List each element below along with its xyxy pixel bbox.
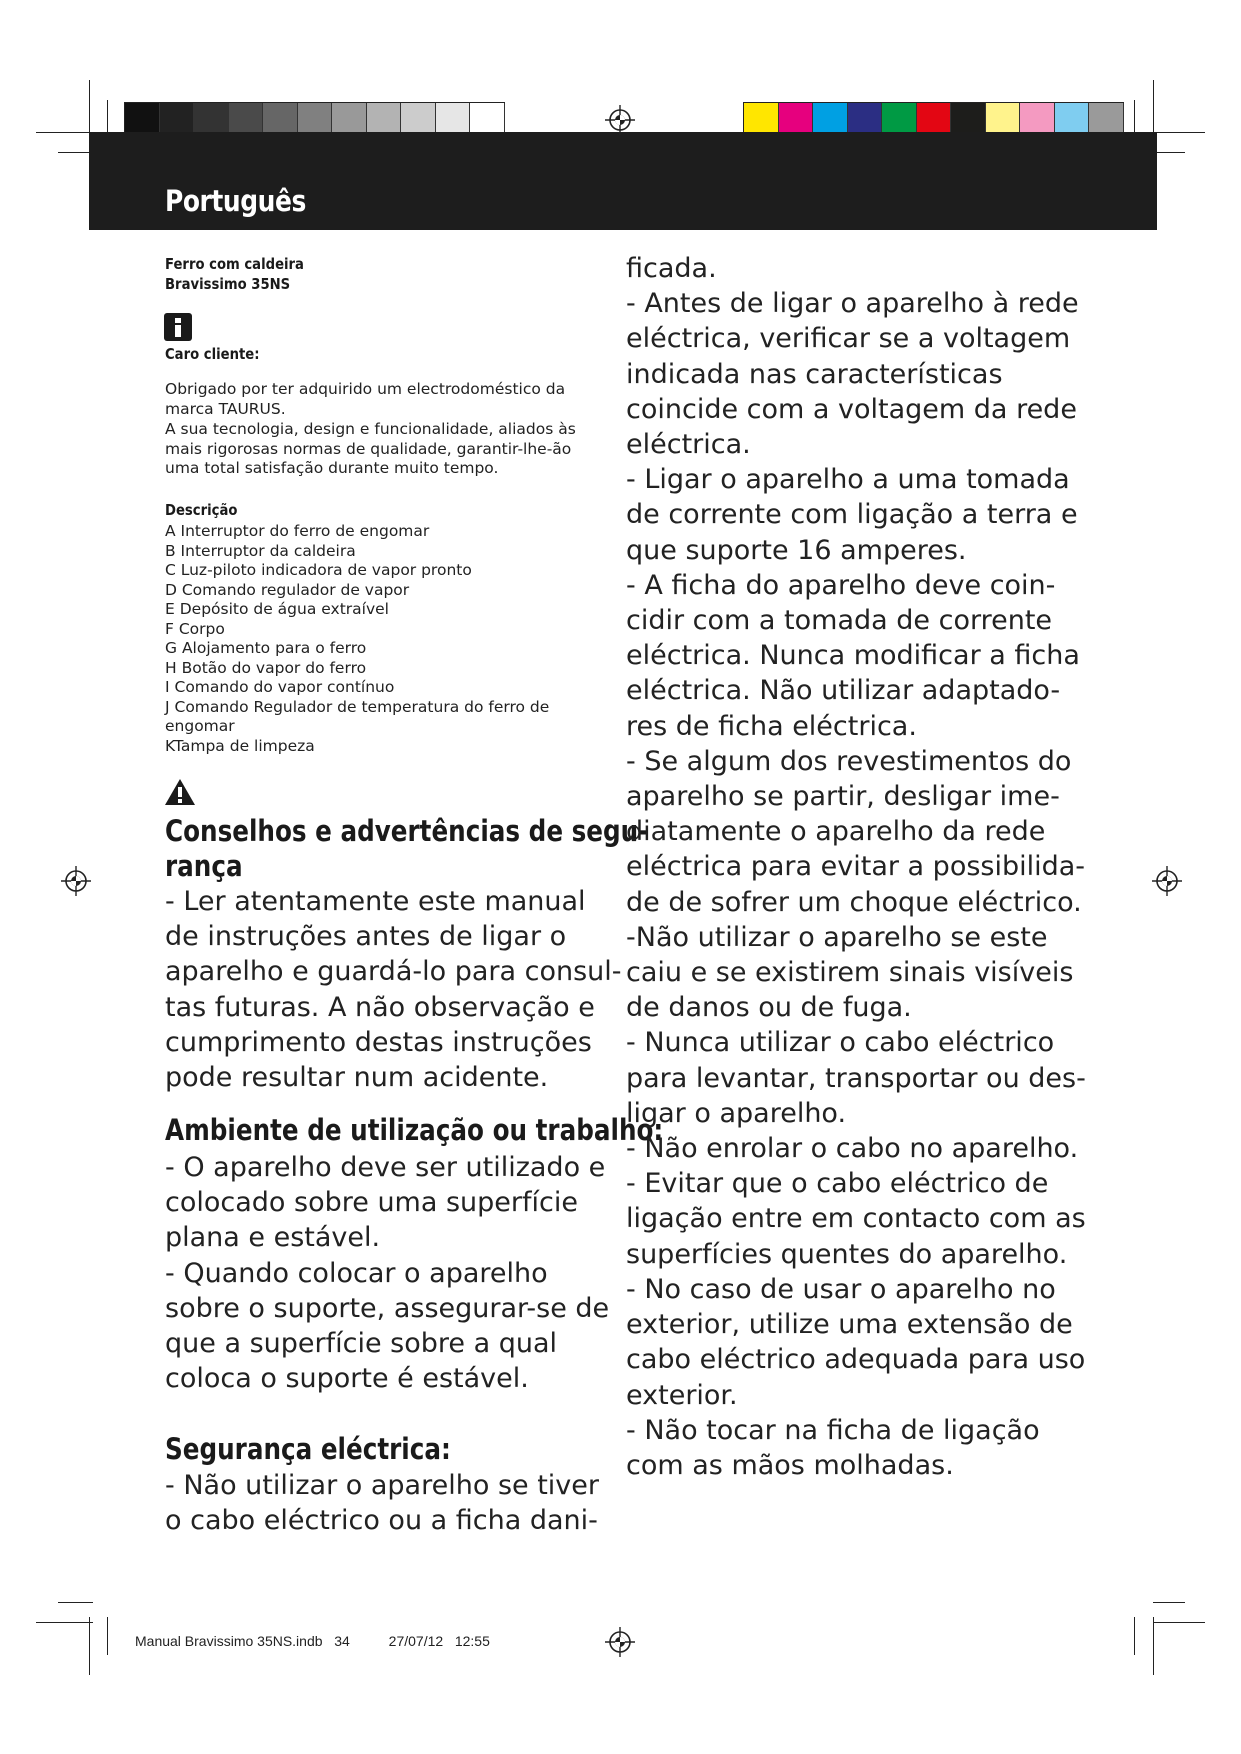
description-item: J Comando Regulador de temperatura do ferro de (165, 697, 550, 716)
registration-mark-icon (605, 1627, 635, 1657)
text-line: plana e estável. (165, 1222, 381, 1254)
crop-mark (89, 1617, 90, 1675)
text-line: - Evitar que o cabo eléctrico de (626, 1168, 1049, 1200)
text-line: cabo eléctrico adequada para uso (626, 1344, 1086, 1376)
crop-mark (36, 132, 93, 133)
text-line: - A ficha do aparelho deve coin- (626, 569, 1056, 601)
safety-heading-line-1: Conselhos e advertências de segu- (165, 814, 649, 848)
description-item: F Corpo (165, 619, 225, 638)
crop-mark (58, 152, 93, 153)
registration-mark-icon (1152, 866, 1182, 896)
text-line: -Não utilizar o aparelho se este (626, 921, 1048, 953)
text-line: diatamente o aparelho da rede (626, 816, 1046, 848)
warning-icon (164, 778, 196, 806)
text-line: exterior, utilize uma extensão de (626, 1309, 1073, 1341)
description-item: G Alojamento para o ferro (165, 639, 367, 657)
text-line: indicada nas características (626, 358, 1003, 390)
text-line: colocado sobre uma superfície (165, 1187, 578, 1219)
intro-paragraph-2: A sua tecnologia, design e funcionalidade, aliados às mais rigorosas normas de qualidade, garantir-lhe-ão uma total satisfação durante muito tempo. (165, 420, 576, 477)
text-line: de instruções antes de ligar o (165, 921, 567, 953)
text-line: - Se algum dos revestimentos do (626, 745, 1072, 777)
text-line: - Ligar o aparelho a uma tomada (626, 464, 1070, 496)
text-line: ligação entre em contacto com as (626, 1203, 1086, 1235)
text-line: caiu e se existirem sinais visíveis (626, 957, 1074, 989)
description-title: Descrição (165, 501, 238, 519)
right-column-text (626, 251, 1086, 1483)
crop-mark (1153, 152, 1185, 153)
description-item: I Comando do vapor contínuo (165, 678, 395, 696)
text-line: aparelho se partir, desligar ime- (626, 781, 1060, 813)
text-line: com as mãos molhadas. (626, 1449, 954, 1481)
text-line: ligar o aparelho. (626, 1097, 847, 1129)
text-line: - Antes de ligar o aparelho à rede (626, 288, 1079, 320)
text-line: ficada. (626, 253, 717, 284)
text-line: que a superfície sobre a qual (165, 1328, 558, 1360)
product-line-1: Ferro com caldeira (165, 255, 304, 273)
safety-heading (165, 814, 648, 884)
text-line: - Nunca utilizar o cabo eléctrico (626, 1027, 1055, 1059)
product-name (165, 254, 304, 294)
safety-heading-line-2: rança (165, 849, 243, 883)
text-line: coincide com a voltagem da rede (626, 393, 1077, 425)
crop-mark (1153, 80, 1154, 138)
text-line: - Não utilizar o aparelho se tiver (165, 1470, 599, 1501)
electric-safety-heading: Segurança eléctrica: (165, 1432, 451, 1466)
crop-mark (1153, 1622, 1205, 1623)
text-line: - No caso de usar o aparelho no (626, 1273, 1056, 1305)
crop-mark (107, 1617, 108, 1655)
text-line: exterior. (626, 1379, 738, 1411)
text-line: de danos ou de fuga. (626, 992, 912, 1024)
description-item: KTampa de limpeza (165, 736, 315, 755)
description-item: H Botão do vapor do ferro (165, 658, 367, 677)
text-line: - O aparelho deve ser utilizado e (165, 1152, 606, 1183)
text-line: eléctrica. Não utilizar adaptado- (626, 675, 1061, 707)
description-list (165, 522, 605, 756)
info-icon (164, 313, 192, 341)
text-line: - Não tocar na ficha de ligação (626, 1414, 1040, 1446)
crop-mark (36, 1622, 93, 1623)
registration-mark-icon (61, 866, 91, 896)
text-line: eléctrica. (626, 429, 751, 461)
crop-mark (89, 80, 90, 138)
crop-mark (1134, 1617, 1135, 1655)
electric-safety-text (165, 1468, 599, 1538)
text-line: res de ficha eléctrica. (626, 710, 917, 742)
text-line: eléctrica, verificar se a voltagem (626, 323, 1071, 355)
text-line: cumprimento destas instruções (165, 1026, 592, 1058)
intro-paragraph-1: Obrigado por ter adquirido um electrodoméstico da marca TAURUS. (165, 380, 566, 418)
language-title: Português (165, 184, 306, 218)
footer-slug: Manual Bravissimo 35NS.indb 34 27/07/12 12:55 (135, 1633, 490, 1649)
environment-text (165, 1150, 609, 1396)
crop-mark (58, 1602, 93, 1603)
description-item: engomar (165, 717, 235, 735)
text-line: coloca o suporte é estável. (165, 1363, 529, 1395)
environment-heading: Ambiente de utilização ou trabalho: (165, 1113, 664, 1147)
text-line: tas futuras. A não observação e (165, 991, 595, 1023)
text-line: que suporte 16 amperes. (626, 534, 967, 566)
text-line: - Ler atentamente este manual (165, 886, 586, 917)
registration-mark-icon (605, 105, 635, 135)
description-item: B Interruptor da caldeira (165, 541, 356, 560)
text-line: pode resultar num acidente. (165, 1062, 549, 1094)
safety-intro (165, 884, 622, 1095)
crop-mark (1153, 1617, 1154, 1675)
text-line: de de sofrer um choque eléctrico. (626, 886, 1082, 918)
description-item: A Interruptor do ferro de engomar (165, 522, 430, 540)
product-line-2: Bravissimo 35NS (165, 275, 291, 293)
text-line: para levantar, transportar ou des- (626, 1062, 1086, 1094)
description-item: D Comando regulador de vapor (165, 580, 410, 599)
text-line: eléctrica para evitar a possibilida- (626, 851, 1086, 883)
text-line: - Quando colocar o aparelho (165, 1257, 548, 1289)
text-line: eléctrica. Nunca modificar a ficha (626, 640, 1080, 672)
crop-mark (1153, 132, 1205, 133)
text-line: sobre o suporte, assegurar-se de (165, 1292, 610, 1324)
text-line: cidir com a tomada de corrente (626, 605, 1053, 637)
description-item: E Depósito de água extraível (165, 600, 389, 618)
text-line: aparelho e guardá-lo para consul- (165, 956, 622, 988)
greeting: Caro cliente: (165, 345, 260, 363)
text-line: o cabo eléctrico ou a ficha dani- (165, 1505, 598, 1537)
text-line: - Não enrolar o cabo no aparelho. (626, 1133, 1079, 1165)
crop-mark (1153, 1602, 1185, 1603)
text-line: de corrente com ligação a terra e (626, 499, 1078, 531)
text-line: superfícies quentes do aparelho. (626, 1238, 1068, 1270)
description-item: C Luz-piloto indicadora de vapor pronto (165, 561, 472, 579)
